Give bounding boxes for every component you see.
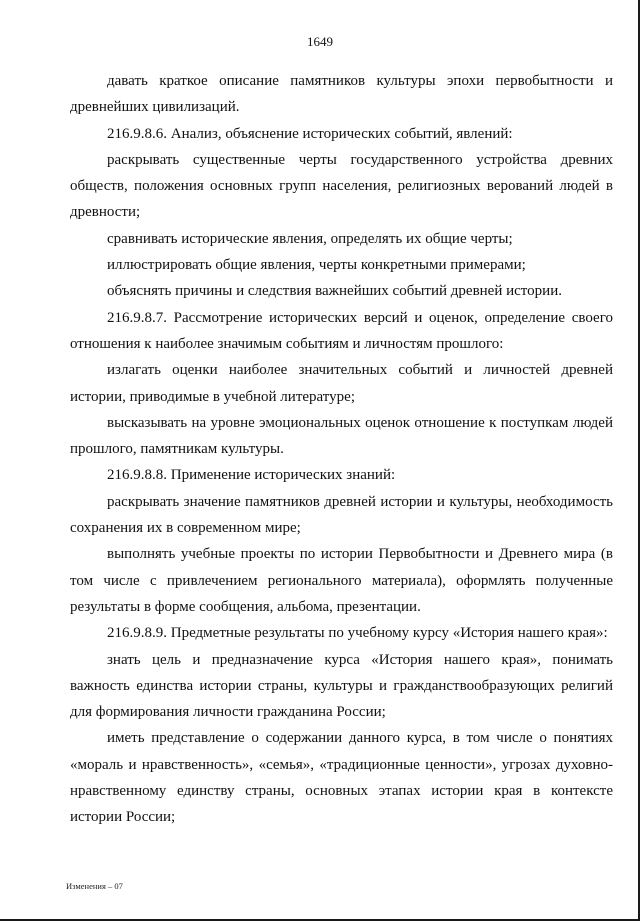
paragraph: раскрывать существенные черты государственного устройства древних обществ, положения основных групп населения, религиозных верований людей в древности; [70,151,613,221]
paragraph: 216.9.8.9. Предметные результаты по учебному курсу «История нашего края»: [107,625,608,642]
footer-note: Изменения – 07 [66,881,123,891]
paragraph: высказывать на уровне эмоциональных оценок отношение к поступкам людей прошлого, памятникам культуры. [70,414,613,458]
paragraph: раскрывать значение памятников древней истории и культуры, необходимость сохранения их в современном мире; [70,493,613,537]
paragraph: объяснять причины и следствия важнейших событий древней истории. [107,283,562,300]
paragraph: сравнивать исторические явления, определять их общие черты; [107,230,513,247]
document-body [70,68,613,831]
paragraph: 216.9.8.6. Анализ, объяснение исторических событий, явлений: [107,125,513,142]
paragraph: давать краткое описание памятников культуры эпохи первобытности и древнейших цивилизаций. [70,73,613,116]
page-number: 1649 [307,34,333,49]
paragraph: излагать оценки наиболее значительных событий и личностей древней истории, приводимые в учебной литературе; [70,362,613,405]
paragraph: 216.9.8.8. Применение исторических знаний: [107,467,396,484]
paragraph: выполнять учебные проекты по истории Первобытности и Древнего мира (в том числе с привлечением регионального материала), оформлять полученные результаты в форме сообщения, альбома, презентации. [70,546,613,615]
paragraph: иллюстрировать общие явления, черты конкретными примерами; [107,257,526,274]
paragraph: иметь представление о содержании данного курса, в том числе о понятиях «мораль и нравственность», «семья», «традиционные ценности», угрозах духовно-нравственному единству страны, основных этапах истории края в контексте истории России; [70,730,613,826]
paragraph: 216.9.8.7. Рассмотрение исторических версий и оценок, определение своего отношения к наиболее значимым событиям и личностям прошлого: [70,309,613,352]
paragraph: знать цель и предназначение курса «История нашего края», понимать важность единства истории страны, культуры и гражданствообразующих религий для формирования личности гражданина России; [70,651,613,721]
